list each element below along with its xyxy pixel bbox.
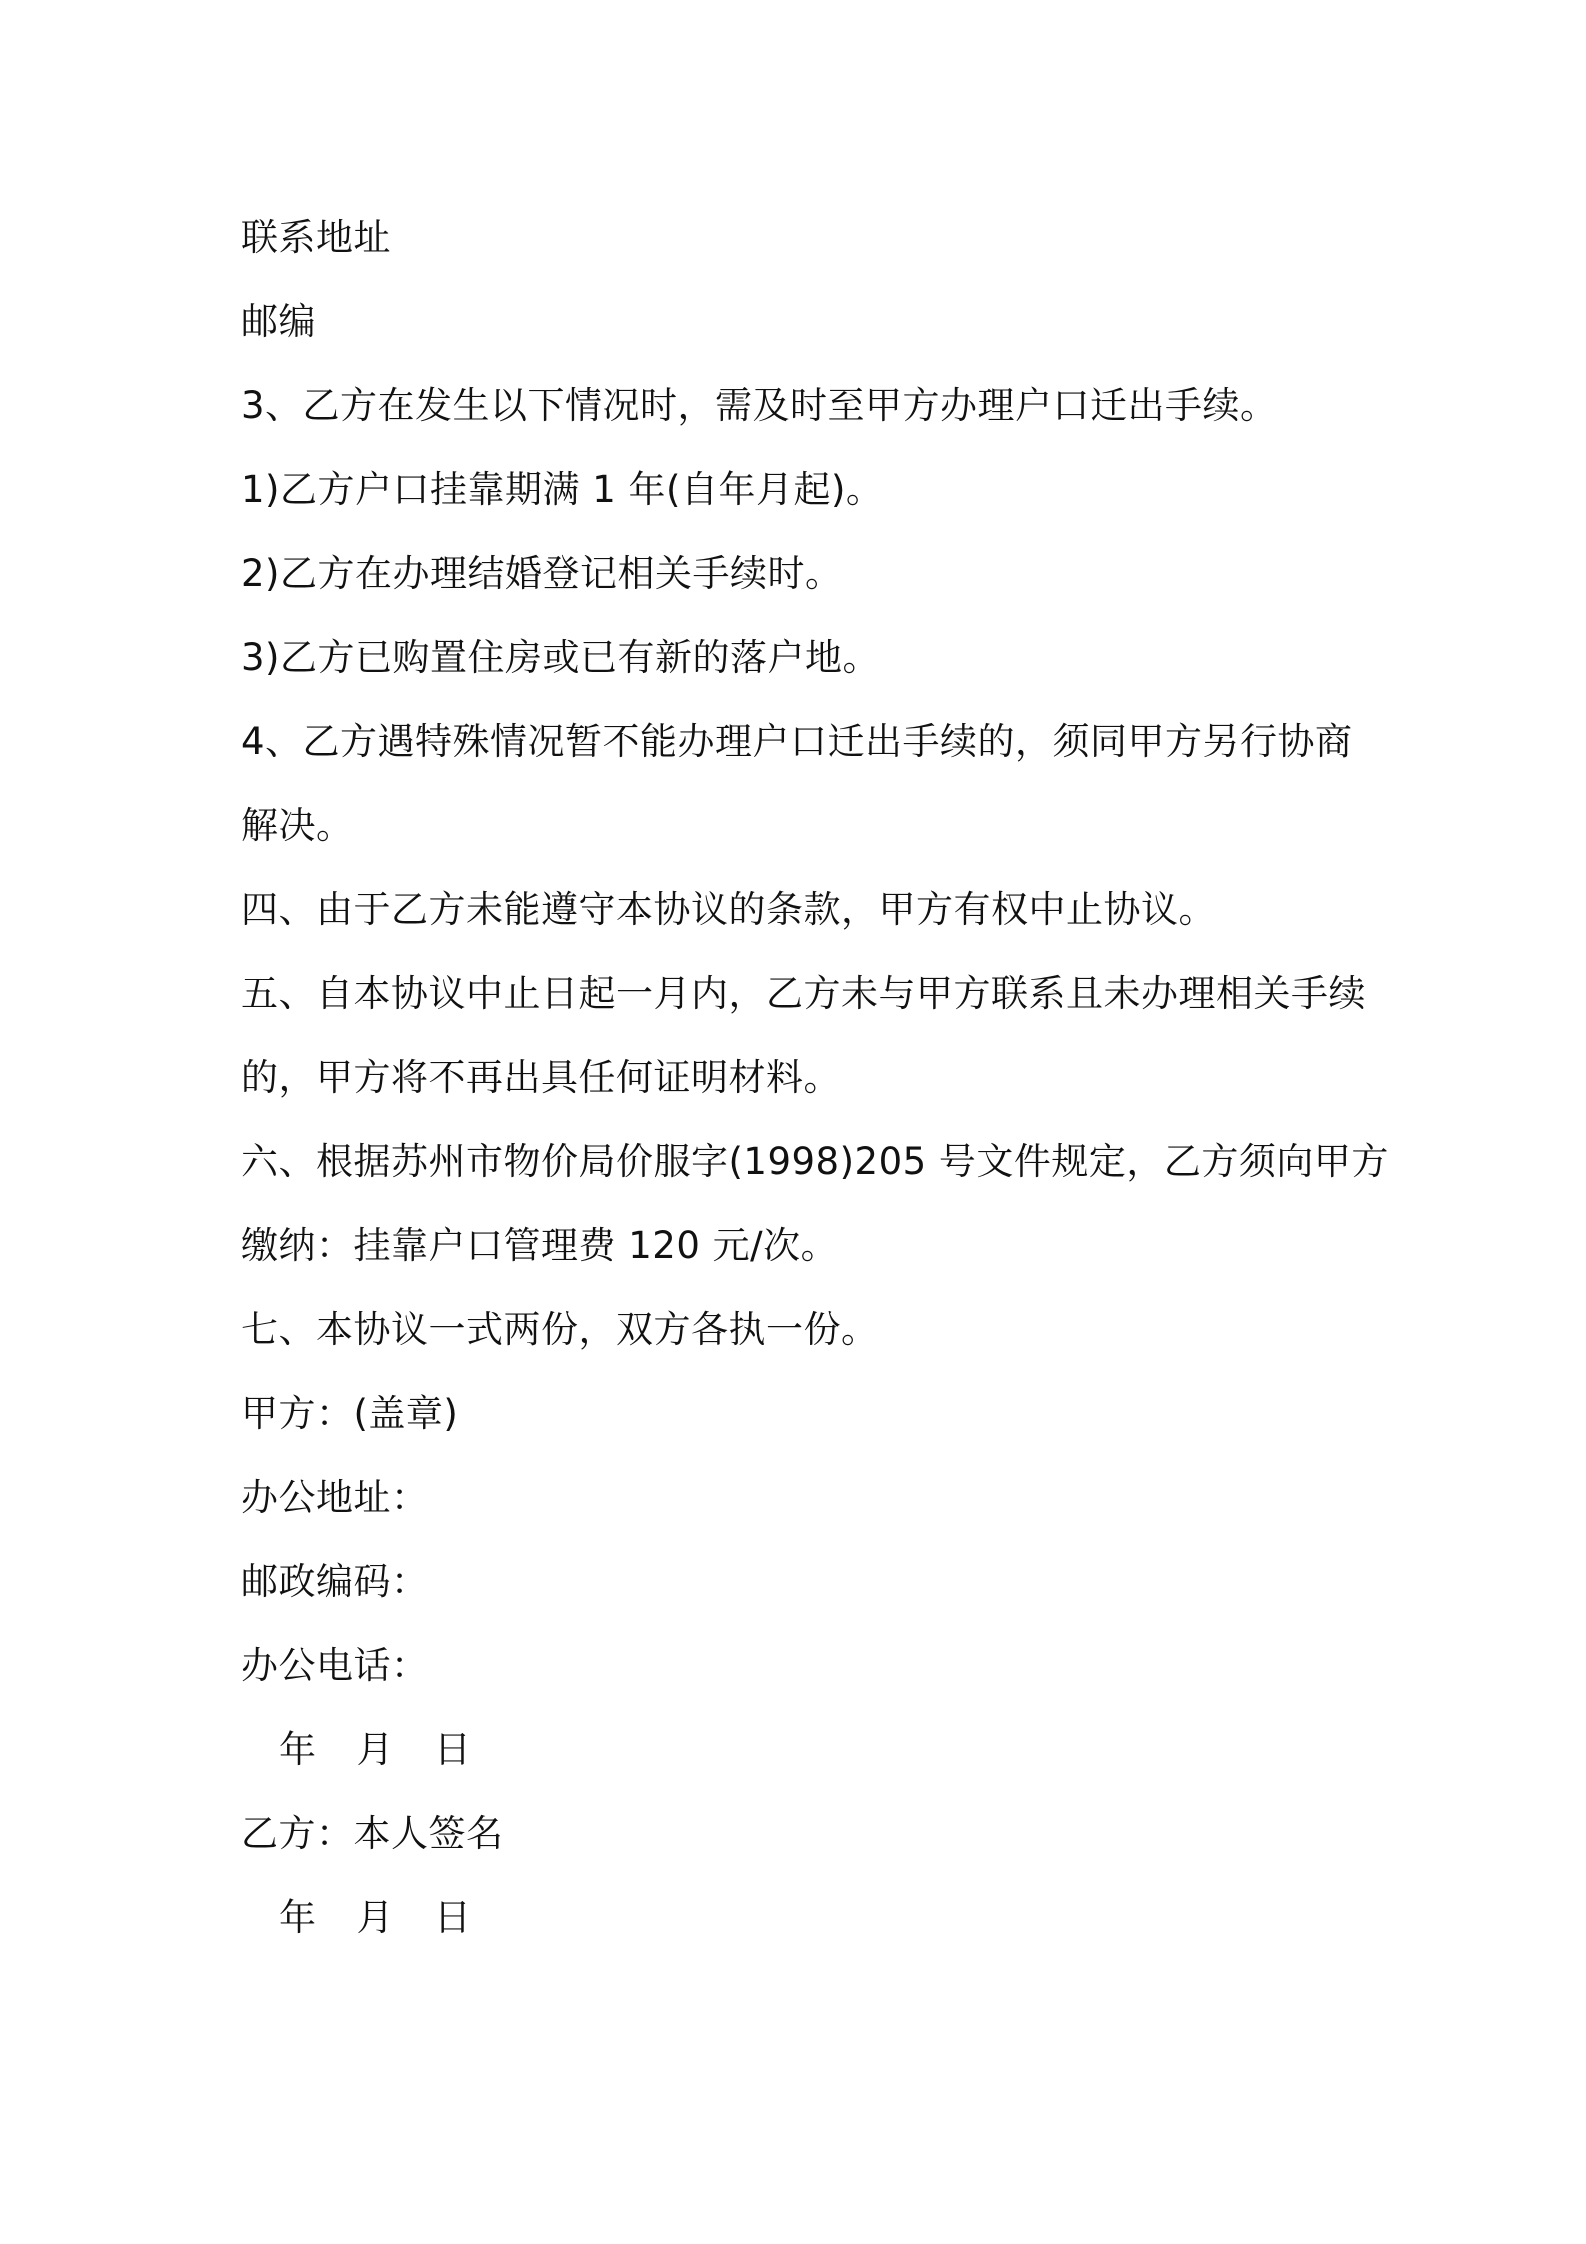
date-line-party-a xyxy=(241,1708,1361,1792)
date-year-label: 年 xyxy=(279,1728,317,1771)
postal-code-line: 邮政编码： xyxy=(241,1560,429,1603)
clause-3-item-1: 1)乙方户口挂靠期满 1 年(自年月起)。 xyxy=(241,468,884,511)
clause-3-line: 3、乙方在发生以下情况时，需及时至甲方办理户口迁出手续。 xyxy=(241,384,1278,427)
clause-4-line-2: 解决。 xyxy=(241,804,354,847)
date-year-label: 年 xyxy=(279,1896,317,1939)
party-b-line: 乙方：本人签名 xyxy=(241,1812,504,1855)
postcode-line: 邮编 xyxy=(241,300,316,343)
section-6-line-1: 六、根据苏州市物价局价服字(1998)205 号文件规定，乙方须向甲方 xyxy=(241,1140,1389,1183)
date-month-label: 月 xyxy=(356,1728,394,1771)
section-6-line-2: 缴纳：挂靠户口管理费 120 元/次。 xyxy=(241,1224,839,1267)
section-5-line-1: 五、自本协议中止日起一月内，乙方未与甲方联系且未办理相关手续 xyxy=(241,972,1366,1015)
section-7-line: 七、本协议一式两份，双方各执一份。 xyxy=(241,1308,879,1351)
document-body xyxy=(241,196,1389,1960)
section-4-line: 四、由于乙方未能遵守本协议的条款，甲方有权中止协议。 xyxy=(241,888,1216,931)
office-phone-line: 办公电话： xyxy=(241,1644,429,1687)
date-day-label: 日 xyxy=(434,1896,472,1939)
date-day-label: 日 xyxy=(434,1728,472,1771)
clause-3-item-3: 3)乙方已购置住房或已有新的落户地。 xyxy=(241,636,880,679)
date-line-party-b xyxy=(241,1876,1361,1960)
clause-3-item-2: 2)乙方在办理结婚登记相关手续时。 xyxy=(241,552,843,595)
date-month-label: 月 xyxy=(356,1896,394,1939)
party-a-line: 甲方：(盖章) xyxy=(241,1392,459,1435)
section-5-line-2: 的，甲方将不再出具任何证明材料。 xyxy=(241,1056,841,1099)
contact-address-line: 联系地址 xyxy=(241,216,391,259)
clause-4-line-1: 4、乙方遇特殊情况暂不能办理户口迁出手续的，须同甲方另行协商 xyxy=(241,720,1353,763)
office-address-line: 办公地址： xyxy=(241,1476,429,1519)
